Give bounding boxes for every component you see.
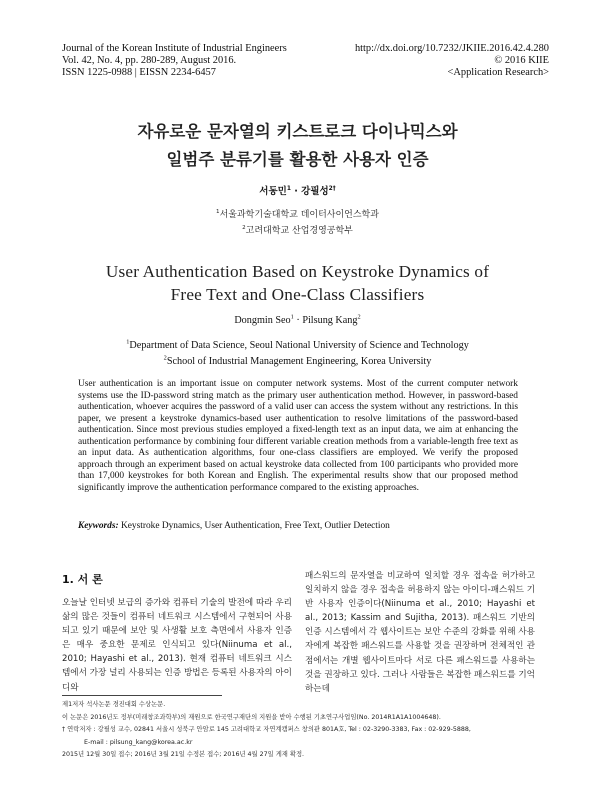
author-separator-ko: · [290,186,302,197]
footnote-divider [62,695,222,696]
body-column-left: 오늘날 인터넷 보급의 증가와 컴퓨터 기술의 발전에 따라 우리 삶의 많은 것들이 컴퓨터 네트워크 시스템에서 구현되어 사용되고 있기 때문에 보안 및 사생활 보호 측면에서 사용자 인증은 매우 중요한 문제로 인식되고 있다(Niinuma et al., 2010; Hayashi et al., 2013). 현재 컴퓨터 네트워크 시스템에서 가장 널리 사용되는 인증 방법은 등록된 사용자의 아이디와 [62,598,292,693]
author1-en-sup: 1 [290,313,294,321]
author1-ko-sup: 1 [286,185,291,192]
keywords-text: Keystroke Dynamics, User Authentication, Free Text, Outlier Detection [120,521,390,531]
affiliation-ko-2 [40,223,555,236]
author-separator-en: · [293,315,303,326]
footnote-dates: 2015년 12월 30일 접수; 2016년 3월 21일 수정본 접수; 2016년 4월 27일 게재 확정. [62,751,305,759]
title-ko-line1: 자유로운 문자열의 키스트로크 다이나믹스와 [137,122,458,141]
affiliation-en-2-sup: 2 [163,354,167,362]
title-en-line1: User Authentication Based on Keystroke Dynamics of [105,262,490,281]
keywords-label: Keywords: [78,521,119,531]
title-en-line2: Free Text and One-Class Classifiers [170,285,425,304]
affiliation-en-1-text: Department of Data Science, Seoul National University of Science and Technology [129,340,469,351]
affiliation-ko-2-sup: 2 [242,225,246,231]
footnote-email[interactable]: E-mail : pilsung_kang@korea.ac.kr [84,738,193,746]
authors-ko [40,183,555,197]
issn: ISSN 1225-0988 | EISSN 2234-6457 [62,67,216,79]
volume-info: Vol. 42, No. 4, pp. 280-289, August 2016. [62,55,237,67]
affiliation-ko-1-sup: 1 [216,209,220,215]
title-ko-line2: 일범주 분류기를 활용한 사용자 인증 [166,150,429,169]
affiliation-ko-2-text: 고려대학교 산업경영공학부 [245,226,353,236]
journal-header-right [300,43,549,80]
abstract: User authentication is an important issue on computer network systems. Most of the current computer network systems use the ID-password string match as the primary user authentication method. However, in password-based authentication, whoever acquires the password of a valid user can access the system without any restrictions. In this paper, we present a keystroke dynamics-based user authentication to resolve limitations of the password-based authentication. Since most previous studies employed a fixed-length text as an input data, we aim at enhancing the authentication performance by combining four different variable creation methods from a variable-length free text as an input data. As authentication algorithms, four one-class classifiers are employed. We verify the proposed approach through an experiment based on actual keystroke data collected from 100 participants who provided more than 17,000 keystrokes for both Korean and English. The experimental results show that our proposed method significantly improve the authentication performance compared to the existing approaches. [78,379,518,493]
footnote-award: 제1저자 석사논문 경진대회 수상논문. [62,701,166,708]
affiliation-en-2 [40,356,555,367]
section-heading-introduction: 1. 서 론 [62,573,103,586]
author2-ko-sup: 2† [328,185,336,192]
author2-ko: 강필성 [301,186,329,197]
article-type: <Application Research> [447,67,549,79]
authors-en [40,315,555,326]
affiliation-ko-1-text: 서울과학기술대학교 데이터사이언스학과 [219,210,379,220]
footnote-corresponding-author: † 연락저자 : 강필성 교수, 02841 서울시 성북구 안암로 145 고려대학교 자연계캠퍼스 창의관 801A호, Tel : 02-3290-3383, Fax : 02-929-5888, [62,726,471,734]
doi-link[interactable]: http://dx.doi.org/10.7232/JKIIE.2016.42.4.280 [354,43,549,54]
affiliation-en-1-sup: 1 [126,338,130,346]
author1-en: Dongmin Seo [234,315,291,326]
journal-name: Journal of the Korean Institute of Industrial Engineers [62,43,287,54]
body-column-right: 패스워드의 문자열을 비교하여 일치할 경우 접속을 허가하고 일치하지 않을 경우 접속을 허용하지 않는 아이디-패스워드 기반 사용자 인증이다(Niinuma et al., 2010; Hayashi et al., 2013; Kassim and Sujitha, 2013). 패스워드 기반의 인증 시스템에서 각 웹사이트는 보안 수준의 강화를 위해 사용자에게 복잡한 패스워드를 사용할 것을 권장하며 전체적인 관점에서는 개별 웹사이트마다 서로 다른 패스워드를 사용하는 것을 권장하고 있다. 그러나 사람들은 복잡한 패스워드를 기억하는데 [305,571,535,694]
affiliation-ko-1 [40,207,555,220]
footnote-funding: 이 논문은 2016년도 정부(미래창조과학부)의 재원으로 한국연구재단의 지원을 받아 수행된 기초연구사업임(No. 2014R1A1A1004648). [62,713,441,721]
author2-en: Pilsung Kang [302,315,358,326]
affiliation-en-2-text: School of Industrial Management Engineering, Korea University [166,356,432,367]
footnotes [62,699,537,762]
author1-ko: 서동민 [259,186,287,197]
copyright: © 2016 KIIE [494,55,549,67]
affiliation-en-1 [40,340,555,351]
keywords [78,521,518,531]
author2-en-sup: 2 [357,313,361,321]
